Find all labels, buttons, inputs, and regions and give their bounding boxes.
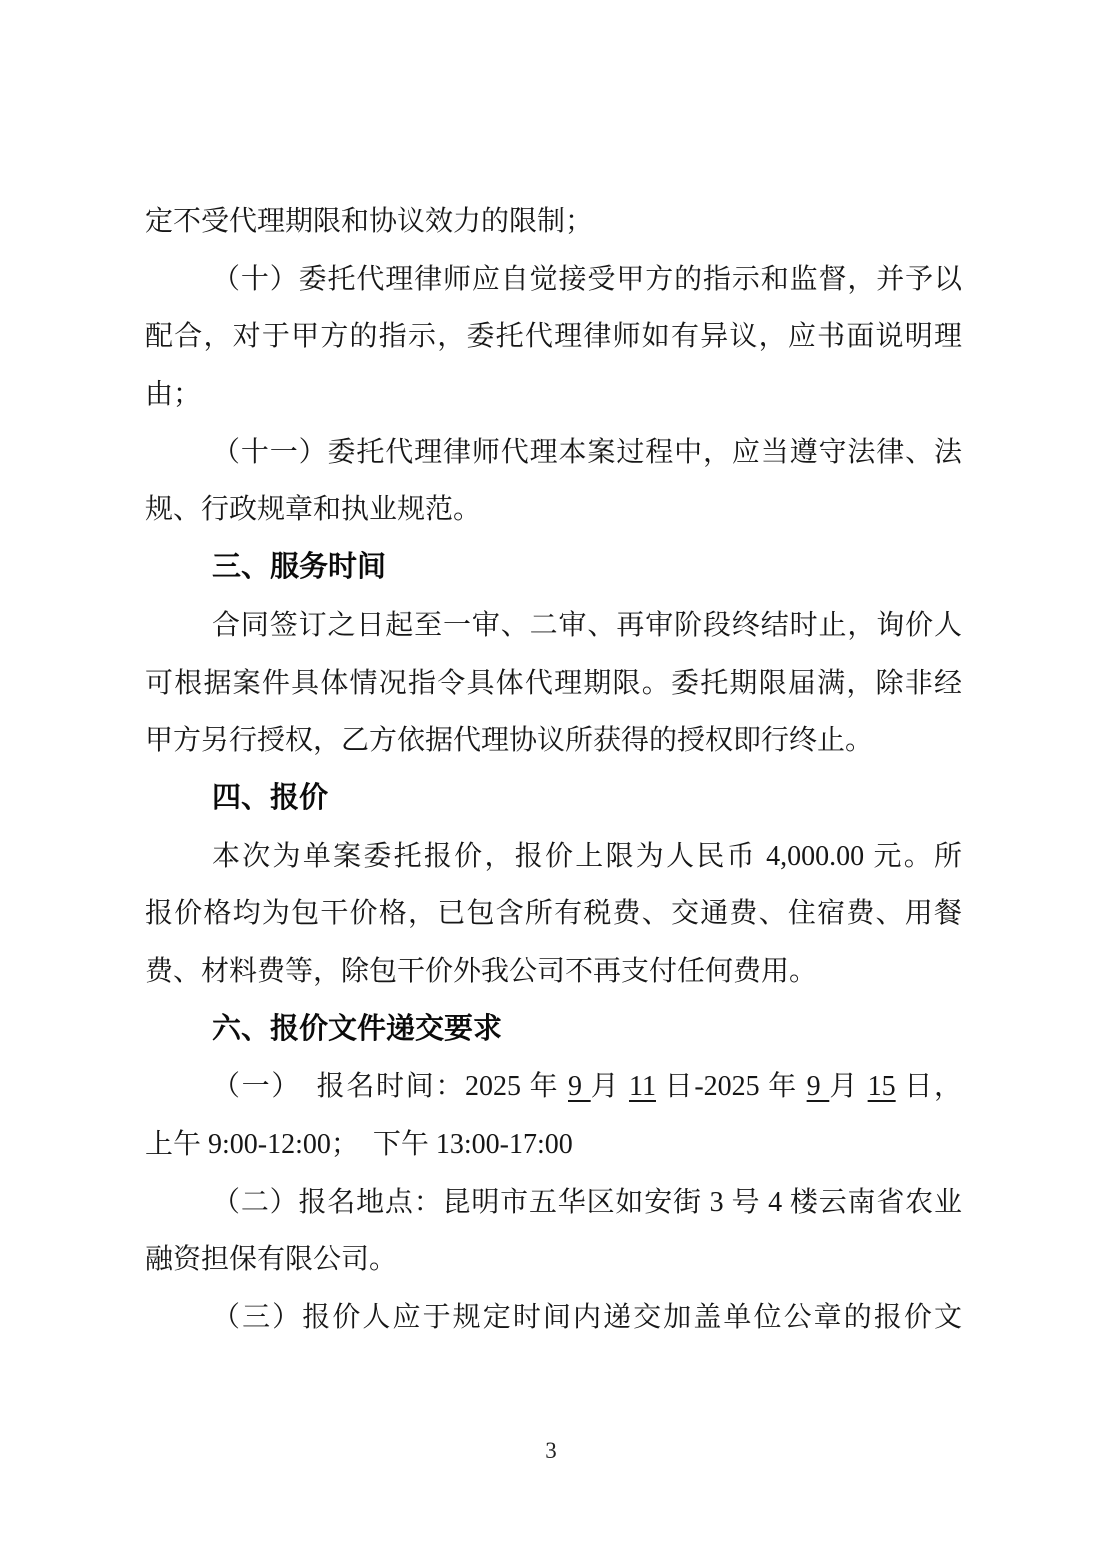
section-heading: [145, 770, 962, 828]
heading-line: 六、报价文件递交要求: [212, 1012, 503, 1045]
text-line: 甲方另行授权，乙方依据代理协议所获得的授权即行终止。: [145, 725, 874, 757]
underlined-text: 11: [629, 1071, 656, 1103]
text-segment: 日，: [895, 1071, 962, 1103]
paragraph: [145, 1174, 962, 1289]
page-number: 3: [545, 1438, 557, 1463]
heading-line: 四、报价: [212, 781, 329, 814]
text-line: 上午 9:00-12:00； 下午 13:00-17:00: [145, 1129, 573, 1160]
text-line: 合同签订之日起至一审、二审、再审阶段终结时止，询价人: [212, 609, 962, 641]
text-line: [145, 1058, 962, 1116]
paragraph: [145, 251, 962, 424]
section-heading: [145, 1001, 962, 1059]
text-line: （三）报价人应于规定时间内递交加盖单位公章的报价文: [212, 1302, 962, 1334]
underlined-text: 9: [806, 1071, 830, 1103]
paragraph: [145, 828, 962, 1001]
text-segment: 日-2025 年: [655, 1071, 807, 1103]
underlined-text: 9: [568, 1071, 591, 1103]
text-line: 规、行政规章和执业规范。: [145, 494, 482, 526]
text-line: 可根据案件具体情况指令具体代理期限。委托期限届满，除非经: [145, 667, 962, 699]
underlined-text: 15: [867, 1071, 896, 1103]
text-line: 费、材料费等，除包干价外我公司不再支付任何费用。: [145, 955, 818, 987]
paragraph: [145, 193, 962, 251]
paragraph: [145, 597, 962, 770]
section-heading: [145, 539, 962, 597]
document-body: [145, 193, 962, 1347]
text-line: （十）委托代理律师应自觉接受甲方的指示和监督，并予以: [212, 263, 962, 295]
page-footer: [0, 1438, 1102, 1464]
paragraph: [145, 1289, 962, 1347]
text-line: 报价格均为包干价格，已包含所有税费、交通费、住宿费、用餐: [145, 898, 962, 930]
text-line: 由；: [145, 379, 202, 411]
text-line: 融资担保有限公司。: [145, 1244, 398, 1276]
text-line: 配合，对于甲方的指示，委托代理律师如有异议，应书面说明理: [145, 321, 962, 353]
text-segment: 月: [590, 1071, 630, 1103]
text-line: 定不受代理期限和协议效力的限制；: [145, 206, 594, 237]
text-line: 本次为单案委托报价，报价上限为人民币 4,000.00 元。所: [212, 840, 962, 872]
heading-line: 三、服务时间: [212, 551, 387, 584]
text-line: （十一）委托代理律师代理本案过程中，应当遵守法律、法: [212, 436, 962, 468]
text-line: （二）报名地点：昆明市五华区如安街 3 号 4 楼云南省农业: [212, 1186, 962, 1218]
paragraph: [145, 424, 962, 539]
text-segment: （一） 报名时间：2025 年: [212, 1071, 568, 1103]
paragraph: [145, 1058, 962, 1173]
text-segment: 月: [829, 1071, 868, 1103]
